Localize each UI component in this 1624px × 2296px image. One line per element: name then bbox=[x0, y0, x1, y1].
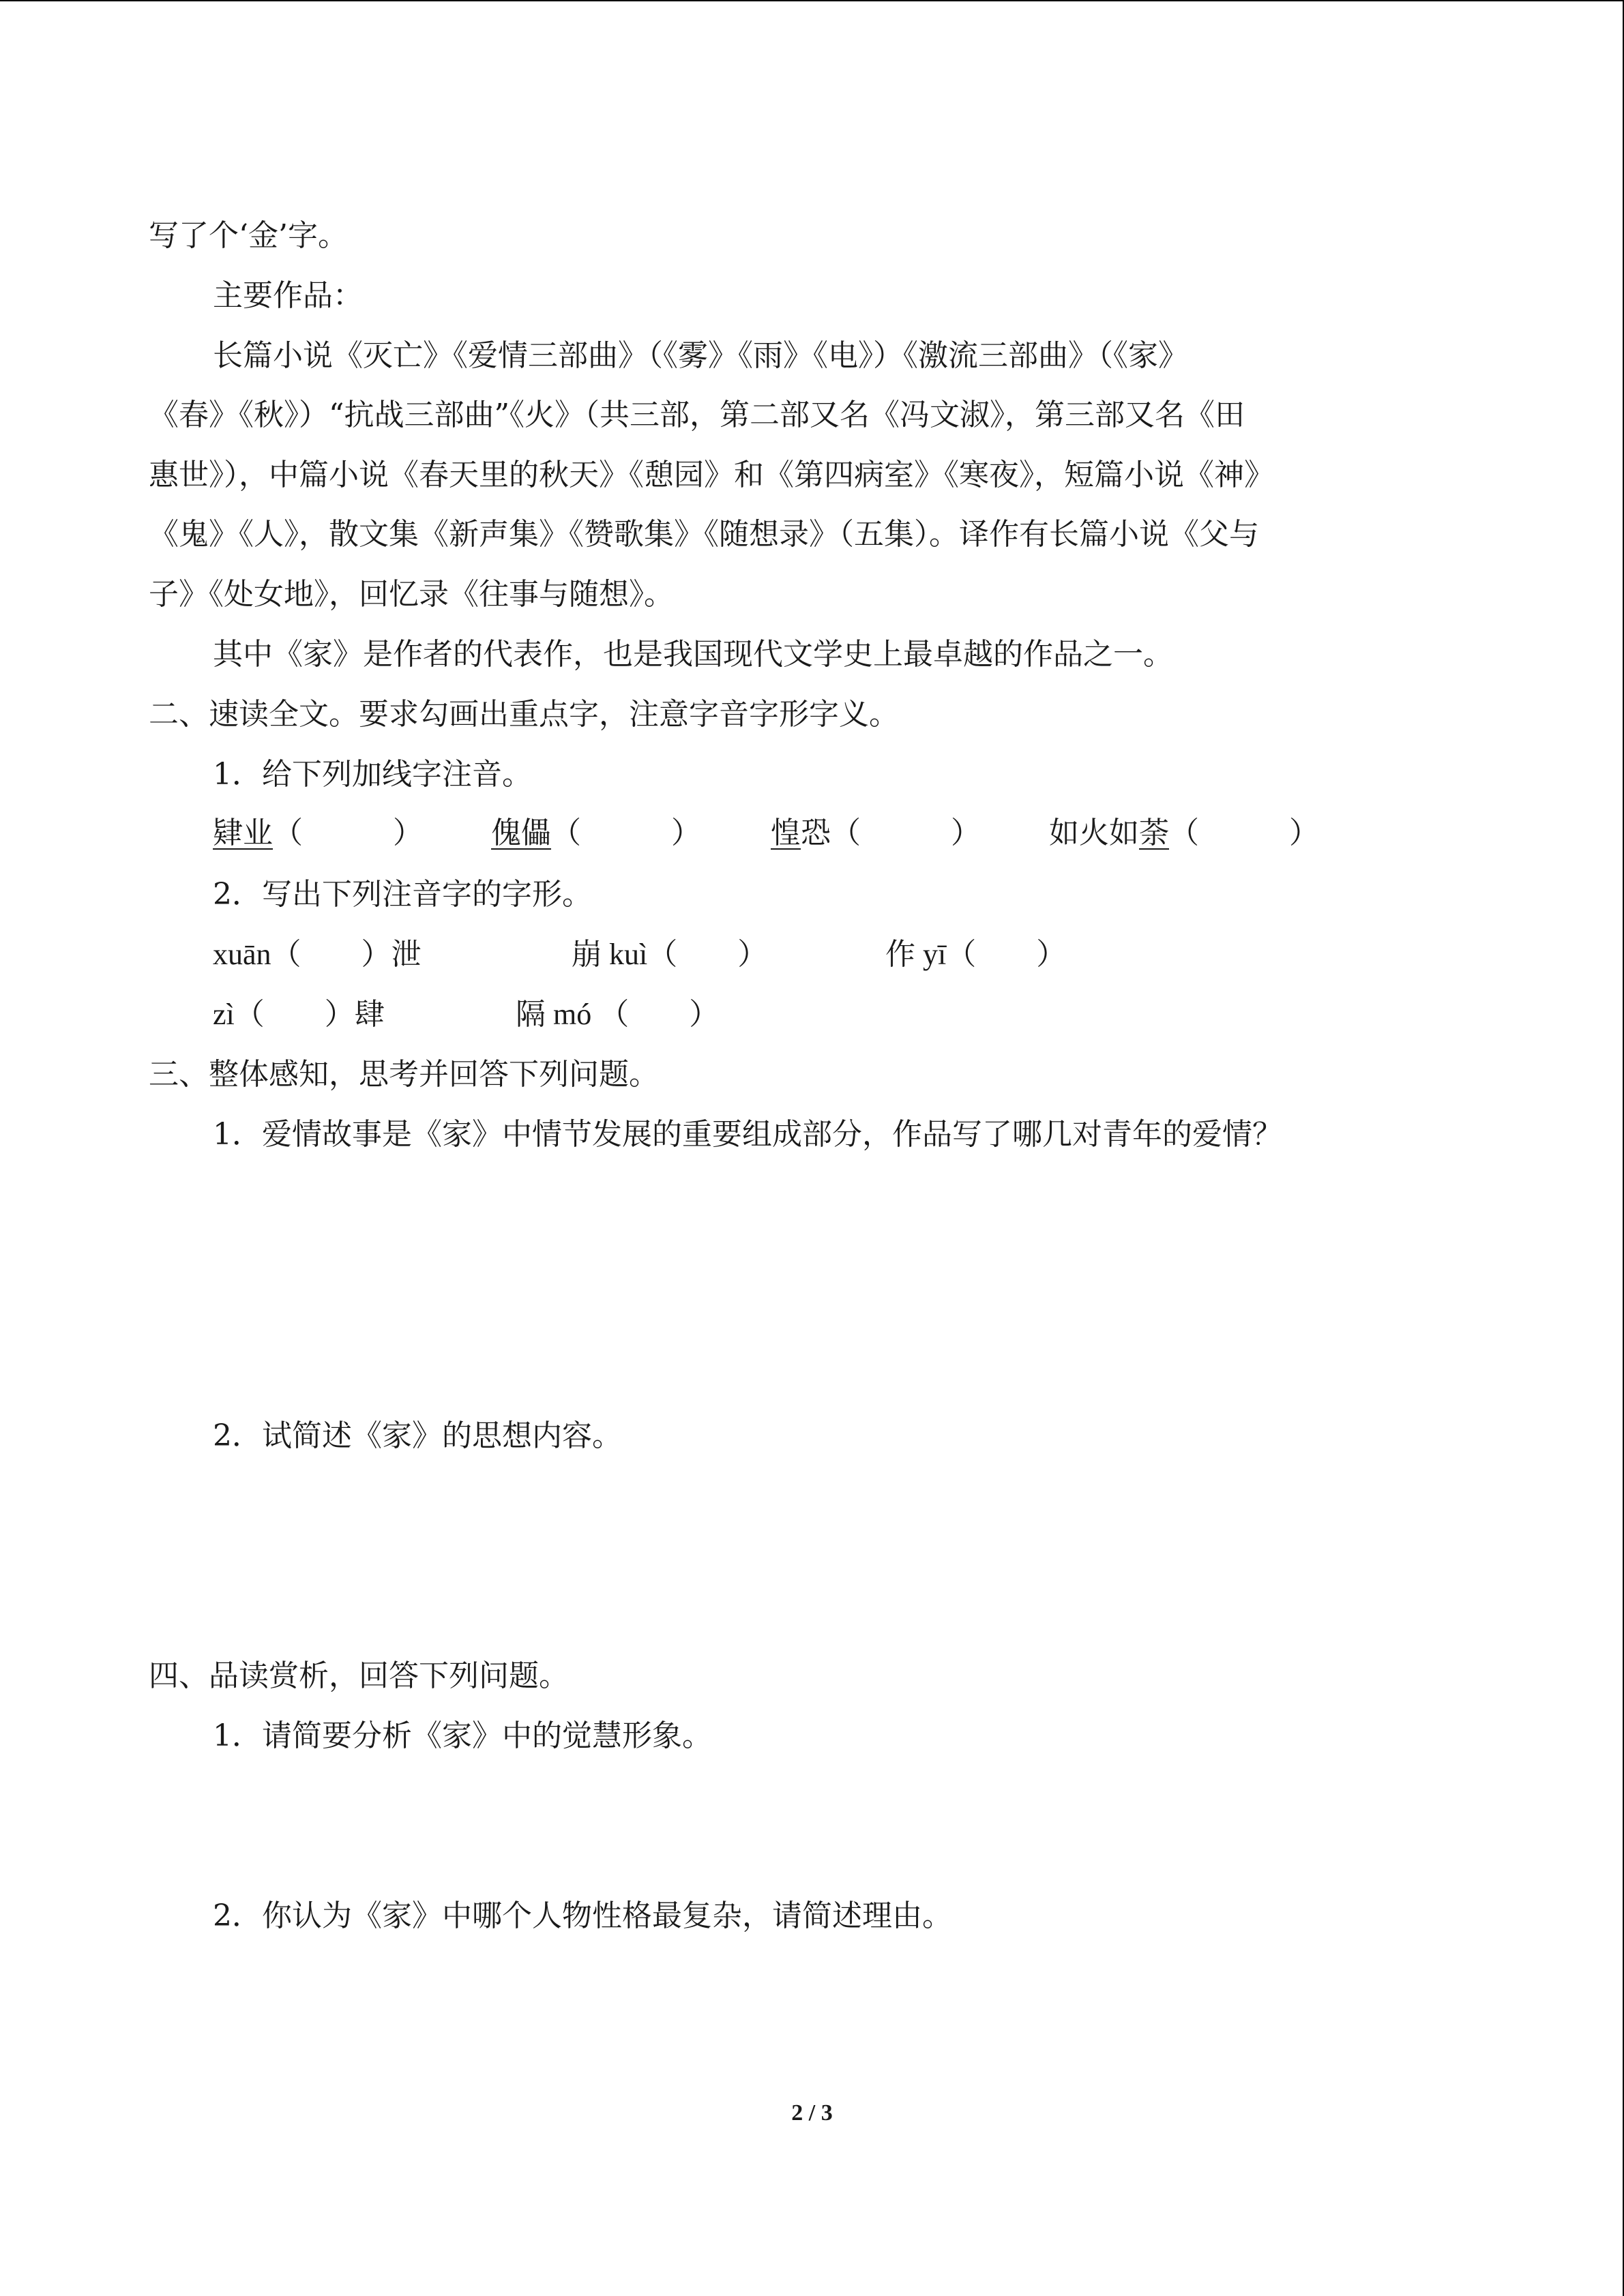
pinyin-item-1: xuān（ ）泄 bbox=[213, 938, 422, 971]
section-4-title: 四、品读赏析，回答下列问题。 bbox=[149, 1658, 569, 1693]
section-4-q2: 2．你认为《家》中哪个人物性格最复杂，请简述理由。 bbox=[213, 1898, 952, 1933]
pinyin-item-4: zì（ ）肆 bbox=[213, 998, 385, 1031]
pronunciation-item-2: 傀儡（ ） bbox=[491, 816, 701, 850]
works-line-4: 《鬼》《人》，散文集《新声集》《赞歌集》《随想录》（五集）。译作有长篇小说《父与 bbox=[149, 517, 1259, 552]
pinyin-item-3: 作 yī（ ） bbox=[885, 938, 1067, 971]
works-line-2: 《春》《秋》）“抗战三部曲”《火》（共三部，第二部又名《冯文淑》，第三部又名《田 bbox=[149, 398, 1245, 432]
works-line-3: 惠世》），中篇小说《春天里的秋天》《憩园》和《第四病室》《寒夜》，短篇小说《神》 bbox=[149, 458, 1274, 492]
pinyin-item-2: 崩 kuì（ ） bbox=[572, 938, 768, 971]
section-3-title: 三、整体感知，思考并回答下列问题。 bbox=[149, 1057, 659, 1092]
section-2-title: 二、速读全文。要求勾画出重点字，注意字音字形字义。 bbox=[149, 697, 899, 732]
continued-text: 写了个‘金’字。 bbox=[149, 218, 348, 253]
works-heading: 主要作品： bbox=[213, 278, 363, 313]
pronunciation-item-3: 惶恐（ ） bbox=[771, 816, 981, 850]
works-line-1: 长篇小说《灭亡》《爱情三部曲》（《雾》《雨》《电》）《激流三部曲》（《家》 bbox=[213, 338, 1188, 373]
works-line-5: 子》《处女地》，回忆录《往事与随想》。 bbox=[149, 577, 674, 612]
section-4-q1: 1．请简要分析《家》中的觉慧形象。 bbox=[213, 1718, 712, 1753]
section-3-q1: 1．爱情故事是《家》中情节发展的重要组成部分，作品写了哪几对青年的爱情？ bbox=[213, 1117, 1282, 1152]
pronunciation-item-1: 肄业（ ） bbox=[213, 816, 423, 850]
masterpiece-text: 其中《家》是作者的代表作，也是我国现代文学史上最卓越的作品之一。 bbox=[213, 637, 1173, 672]
page-indicator: 2 / 3 bbox=[791, 2100, 833, 2126]
section-2-q2-prompt: 2．写出下列注音字的字形。 bbox=[213, 877, 592, 912]
pronunciation-item-4: 如火如荼（ ） bbox=[1049, 816, 1319, 850]
section-3-q2: 2．试简述《家》的思想内容。 bbox=[213, 1418, 622, 1453]
pinyin-item-5: 隔 mó （ ） bbox=[516, 998, 720, 1031]
section-2-q1-prompt: 1．给下列加线字注音。 bbox=[213, 757, 532, 792]
